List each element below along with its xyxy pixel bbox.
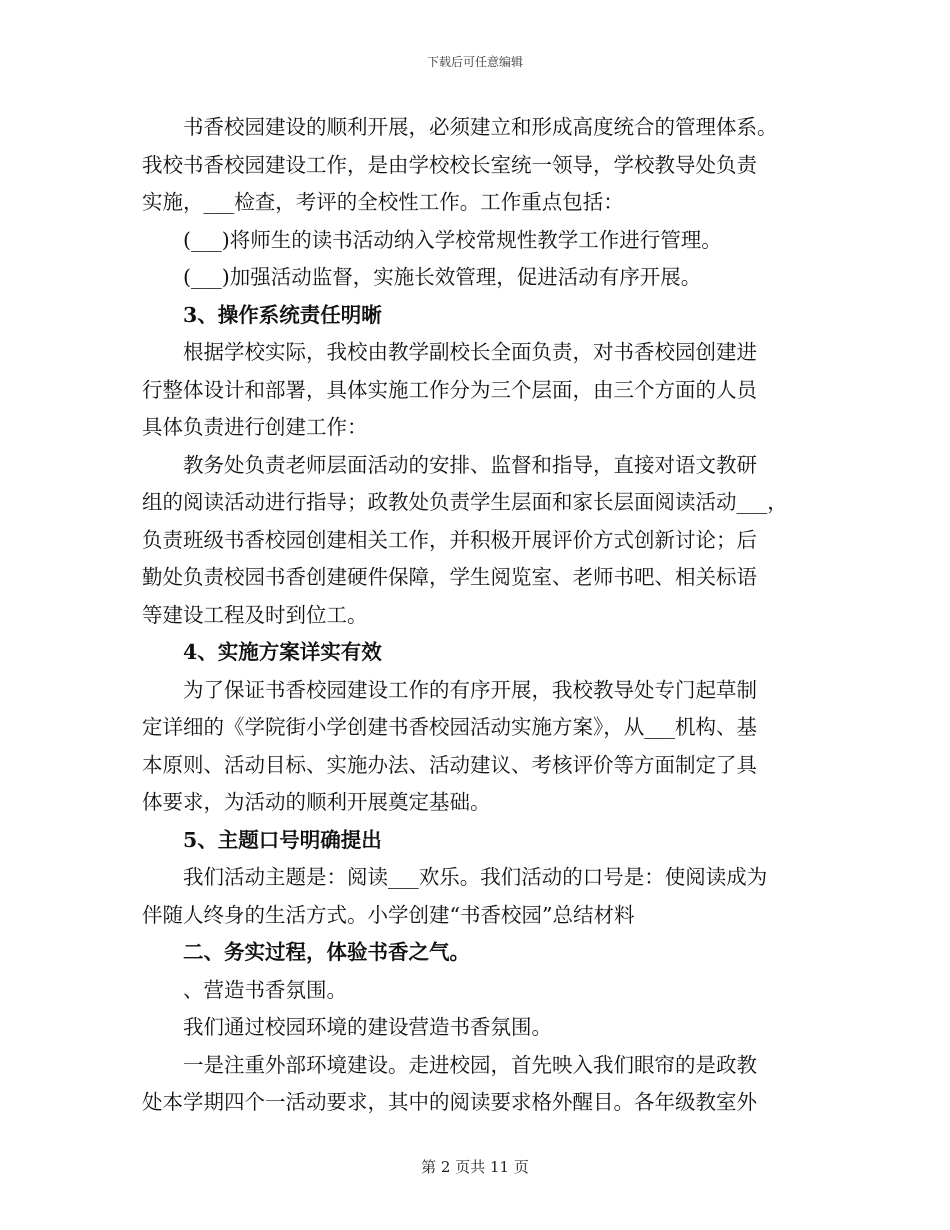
text-line: 处本学期四个一活动要求，其中的阅读要求格外醒目。各年级教室外 [142, 1090, 757, 1114]
text-line: 实施，___检查，考评的全校性工作。工作重点包括： [142, 190, 624, 214]
paragraph [142, 672, 810, 822]
text-line: 等建设工程及时到位工。 [142, 602, 368, 627]
text-line: 定详细的《学院街小学创建书香校园活动实施方案》，从___机构、基 [142, 715, 757, 739]
text-line: 我校书香校园建设工作，是由学校校长室统一领导，学校教导处负责 [142, 152, 757, 177]
paragraph [142, 859, 810, 934]
text-line: (___)将师生的读书活动纳入学校常规性教学工作进行管理。 [183, 227, 722, 252]
text-line: 行整体设计和部署，具体实施工作分为三个层面，由三个方面的人员 [142, 377, 757, 402]
section-heading: 4、实施方案详实有效 [183, 640, 382, 664]
section-heading: 3、操作系统责任明晰 [183, 302, 382, 327]
paragraph [142, 222, 810, 260]
text-line: 教务处负责老师层面活动的安排、监督和指导，直接对语文教研 [183, 452, 757, 477]
text-line: 书香校园建设的顺利开展，必须建立和形成高度统合的管理体系。 [183, 115, 778, 139]
section-heading: 5、主题口号明确提出 [183, 827, 382, 852]
paragraph [142, 972, 810, 1010]
text-line: 勤处负责校园书香创建硬件保障，学生阅览室、老师书吧、相关标语 [142, 565, 757, 589]
text-line: 负责班级书香校园创建相关工作，并积极开展评价方式创新讨论；后 [142, 527, 757, 552]
text-line: 本原则、活动目标、实施办法、活动建议、考核评价等方面制定了具 [142, 752, 757, 777]
paragraph [142, 259, 810, 297]
text-line: (___)加强活动监督，实施长效管理，促进活动有序开展。 [183, 265, 702, 289]
paragraph [142, 447, 810, 635]
page-header: 下载后可任意编辑 [426, 55, 523, 69]
text-line: 我们通过校园环境的建设营造书香氛围。 [183, 1015, 552, 1039]
text-line: 为了保证书香校园建设工作的有序开展，我校教导处专门起草制 [183, 677, 757, 702]
paragraph [142, 1009, 810, 1047]
text-line: 体要求，为活动的顺利开展奠定基础。 [142, 790, 491, 814]
paragraph [142, 109, 810, 222]
text-line: 我们活动主题是：阅读___欢乐。我们活动的口号是：使阅读成为 [183, 865, 768, 889]
text-line: 伴随人终身的生活方式。小学创建“书香校园”总结材料 [142, 902, 635, 927]
text-line: 根据学校实际，我校由教学副校长全面负责，对书香校园创建进 [183, 340, 757, 364]
section-heading: 二、务实过程，体验书香之气。 [183, 940, 470, 964]
text-line: 具体负责进行创建工作： [142, 415, 368, 439]
document-body [142, 109, 810, 1122]
paragraph [142, 1047, 810, 1122]
text-line: 组的阅读活动进行指导；政教处负责学生层面和家长层面阅读活动___， [142, 490, 788, 514]
paragraph [142, 334, 810, 447]
page-footer: 第 2 页共 11 页 [421, 1158, 529, 1176]
text-line: 、营造书香氛围。 [183, 977, 347, 1002]
text-line: 一是注重外部环境建设。走进校园，首先映入我们眼帘的是政教 [183, 1052, 757, 1077]
